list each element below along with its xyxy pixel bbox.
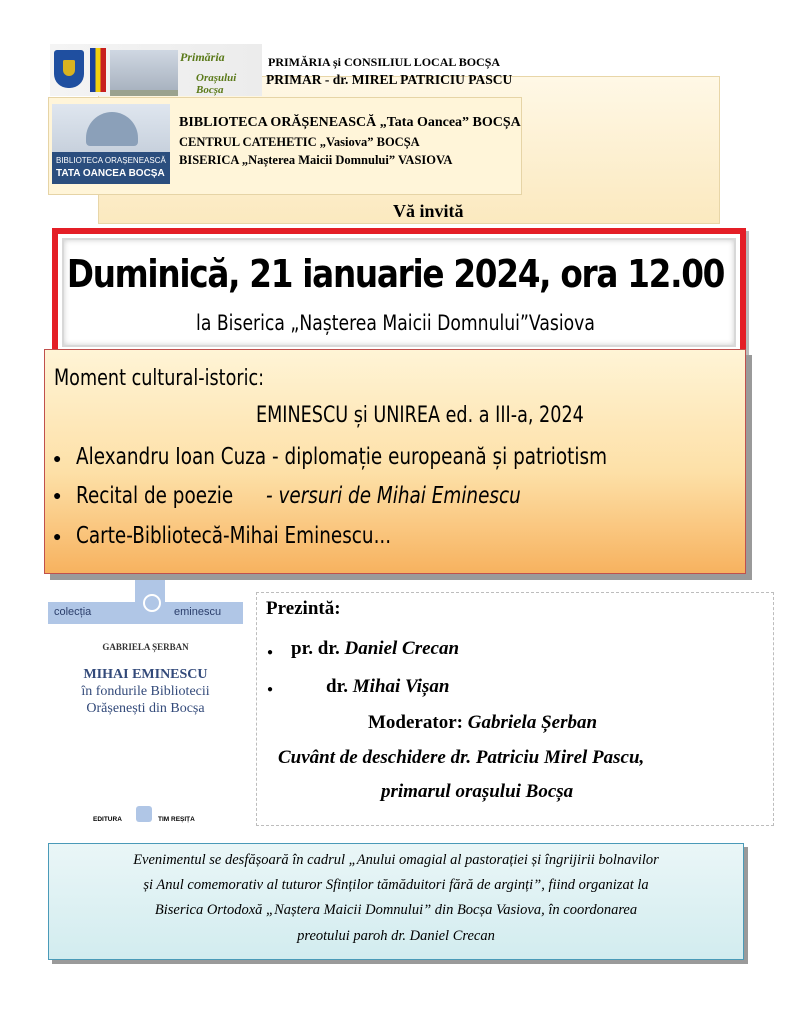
primaria-logo [50, 44, 262, 96]
opening-speech-line-2: primarul orașului Bocșa [381, 781, 574, 802]
logo-text-town: Orașului Bocșa [196, 72, 237, 96]
moderator-name: Gabriela Șerban [467, 712, 598, 733]
program-title: Moment cultural-istoric: [54, 366, 265, 391]
logo-text-primaria: Primăria [180, 50, 225, 64]
open-book-icon [86, 112, 138, 146]
presenters-title: Prezintă: [266, 598, 341, 619]
program-item-2: Recital de poezie [76, 483, 234, 509]
presenter-2-name: Mihai Vișan [352, 676, 450, 697]
library-logo [52, 104, 170, 184]
book-author: GABRIELA ȘERBAN [102, 642, 189, 652]
footer-line-4: preotului paroh dr. Daniel Crecan [297, 928, 495, 944]
program-item-2-suffix: - versuri de Mihai Eminescu [266, 483, 521, 509]
presenter-1-prefix: pr. dr. [291, 638, 340, 659]
moderator [368, 712, 597, 734]
bullet-icon: ● [267, 684, 274, 695]
book-publisher-left: EDITURA [93, 816, 122, 823]
event-date-time: Duminică, 21 ianuarie 2024, ora 12.00 [66, 252, 725, 296]
organizer-line-5: BISERICA „Nașterea Maicii Domnului” VASIOVA [179, 153, 453, 167]
library-logo-text-1: BIBLIOTECA ORAȘENEASCĂ [56, 156, 166, 165]
circle-emblem-icon [143, 594, 161, 612]
program-item-1: Alexandru Ioan Cuza - diplomație europeană și patriotism [76, 444, 608, 470]
book-publisher-right: TIM REȘIȚA [158, 816, 195, 823]
organizer-line-4: CENTRUL CATEHETIC „Vasiova” BOCȘA [179, 135, 420, 149]
moderator-label: Moderator: [368, 712, 463, 733]
presenter-2 [326, 676, 449, 698]
publisher-emblem-icon [136, 806, 152, 822]
event-venue: la Biserica „Nașterea Maicii Domnului”Vasiova [196, 311, 595, 335]
organizer-line-2: PRIMAR - dr. MIREL PATRICIU PASCU [266, 72, 513, 87]
opening-speech-line-1: Cuvânt de deschidere dr. Patriciu Mirel Pascu, [278, 747, 645, 768]
town-hall-image [110, 50, 178, 96]
book-cover [48, 580, 243, 830]
bullet-icon: ● [53, 489, 62, 504]
book-title-line-3: Orășenești din Bocșa [86, 701, 205, 716]
bullet-icon: ● [267, 647, 274, 658]
book-title-line-2: în fondurile Bibliotecii [81, 684, 210, 699]
footer-line-1: Evenimentul se desfășoară în cadrul „Anului omagial al pastorației și îngrijirii bolnavilor [133, 852, 659, 868]
book-collection-right: eminescu [174, 606, 222, 618]
program-item-3: Carte-Bibliotecă-Mihai Eminescu... [76, 523, 392, 549]
library-logo-text-2: TATA OANCEA BOCȘA [56, 168, 165, 179]
bullet-icon: ● [53, 452, 62, 467]
bullet-icon: ● [53, 530, 62, 545]
book-collection-left: colecția [54, 606, 92, 618]
organizer-line-3: BIBLIOTECA ORĂȘENEASCĂ „Tata Oancea” BOCȘA [179, 115, 521, 130]
book-title-line-1: MIHAI EMINESCU [83, 667, 208, 682]
crest-shield-icon [63, 60, 75, 76]
footer-line-2: și Anul comemorativ al tuturor Sfinților tămăduitori fără de arginți”, fiind organizat la [143, 877, 649, 893]
presenter-1 [291, 638, 459, 660]
presenter-2-prefix: dr. [326, 676, 349, 697]
footer-line-3: Biserica Ortodoxă „Naștera Maicii Domnului” din Bocșa Vasiova, în coordonarea [154, 902, 638, 918]
romanian-flag-icon [90, 48, 106, 92]
program-theme: EMINESCU și UNIREA ed. a III-a, 2024 [256, 403, 584, 428]
book-title [48, 666, 243, 717]
organizer-line-1: PRIMĂRIA și CONSILIUL LOCAL BOCȘA [268, 55, 501, 69]
coat-of-arms-icon [54, 50, 84, 88]
invite-heading: Vă invită [393, 201, 464, 221]
presenter-1-name: Daniel Crecan [344, 638, 460, 659]
